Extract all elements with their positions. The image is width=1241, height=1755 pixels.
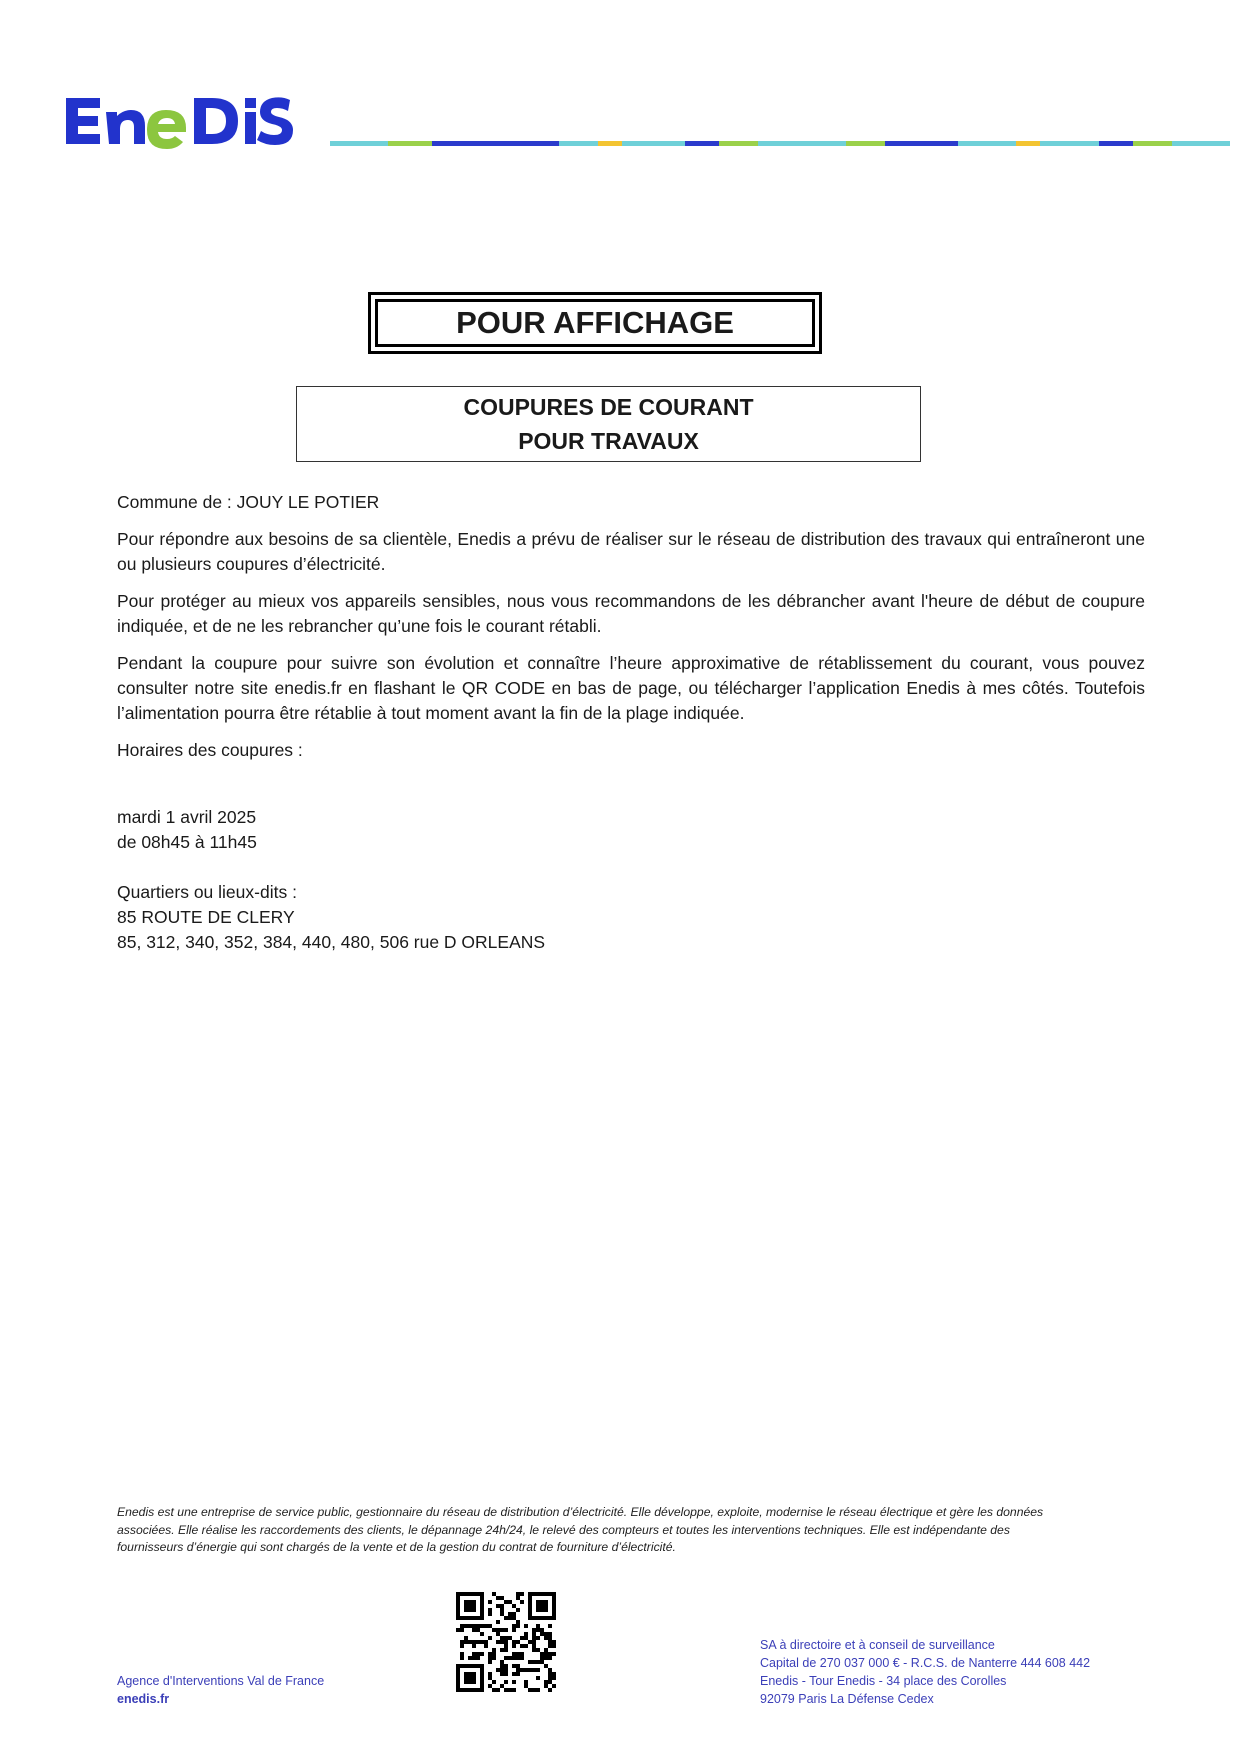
stripe-segment [1099, 141, 1133, 146]
stripe-segment [388, 141, 432, 146]
stripe-segment [958, 141, 1016, 146]
stripe-segment [885, 141, 958, 146]
stripe-segment [598, 141, 622, 146]
stripe-segment [1172, 141, 1230, 146]
coupure-time: de 08h45 à 11h45 [117, 832, 257, 852]
commune-line: Commune de : JOUY LE POTIER [117, 492, 380, 512]
paragraph-protection: Pour protéger au mieux vos appareils sensibles, nous vous recommandons de les débrancher avant l'heure de début de coupure indiquée, et de ne les rebrancher qu’une fois le courant rétabli. [117, 591, 1145, 636]
stripe-segment [1133, 141, 1172, 146]
agence-block [117, 1672, 324, 1708]
stripe-segment [719, 141, 758, 146]
coupures-title-line2: POUR TRAVAUX [518, 428, 699, 454]
paragraph-intro: Pour répondre aux besoins de sa clientèle, Enedis a prévu de réaliser sur le réseau de distribution des travaux qui entraîneront une ou plusieurs coupures d’électricité. [117, 529, 1145, 574]
agence-name: Agence d'Interventions Val de France [117, 1674, 325, 1688]
coupure-date: mardi 1 avril 2025 [117, 807, 257, 827]
brand-color-stripe [330, 141, 1230, 146]
paragraph-suivi: Pendant la coupure pour suivre son évolution et connaître l’heure approximative de rétablissement du courant, vous pouvez consulter notre site enedis.fr en flashant le QR CODE en bas de page, ou télécharger l’application Enedis à mes côtés. Toutefois l’alimentation pourra être rétablie à tout moment avant la fin de la plage indiquée. [117, 653, 1145, 723]
stripe-segment [1016, 141, 1040, 146]
notice-body [117, 490, 1145, 955]
stripe-segment [559, 141, 598, 146]
horaires-label: Horaires des coupures : [117, 740, 303, 760]
affichage-title: POUR AFFICHAGE [375, 299, 815, 347]
stripe-segment [1040, 141, 1098, 146]
coupures-title-line1: COUPURES DE COURANT [463, 394, 754, 420]
quartiers-label: Quartiers ou lieux-dits : [117, 882, 297, 902]
stripe-segment [432, 141, 558, 146]
company-info: SA à directoire et à conseil de surveillance Capital de 270 037 000 € - R.C.S. de Nanterre 444 608 442 Enedis - Tour Enedis - 34 place des Corolles 92079 Paris La Défense Cedex [760, 1638, 1091, 1706]
location-item: 85, 312, 340, 352, 384, 440, 480, 506 rue D ORLEANS [117, 932, 546, 952]
enedis-logo-icon [62, 92, 322, 150]
affichage-frame [368, 292, 822, 354]
stripe-segment [685, 141, 719, 146]
legal-notice: Enedis est une entreprise de service public, gestionnaire du réseau de distribution d’électricité. Elle développe, exploite, modernise le réseau électrique et gère les données associées. Elle réalise les raccordements des clients, le dépannage 24h/24, le relevé des compteurs et toutes les interventions techniques. Elle est indépendante des fournisseurs d’énergie qui sont chargés de la vente et de la gestion du contrat de fourniture d’électricité. [117, 1505, 1044, 1554]
coupures-title-box [296, 386, 921, 462]
enedis-logo [62, 92, 322, 150]
site-link[interactable]: enedis.fr [117, 1692, 170, 1706]
stripe-segment [622, 141, 685, 146]
stripe-segment [758, 141, 846, 146]
location-item: 85 ROUTE DE CLERY [117, 907, 295, 927]
stripe-segment [846, 141, 885, 146]
qr-code[interactable] [456, 1592, 556, 1692]
stripe-segment [330, 141, 388, 146]
qr-code-icon [456, 1592, 556, 1692]
